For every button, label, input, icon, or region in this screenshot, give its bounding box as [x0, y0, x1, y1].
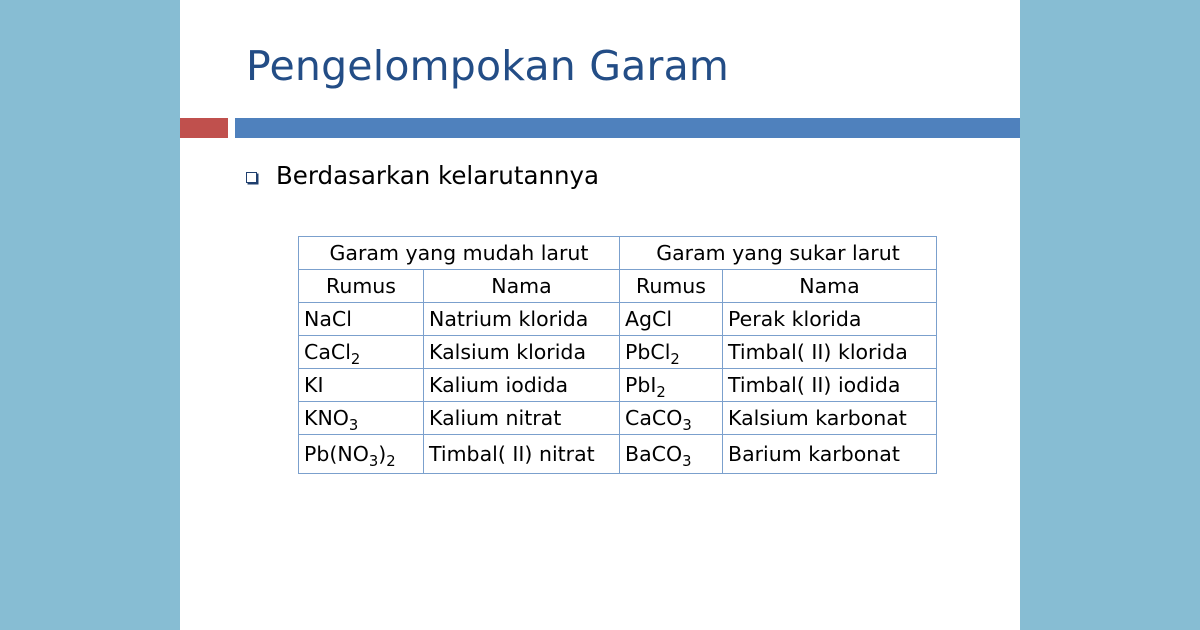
- header-insoluble-salts: Garam yang sukar larut: [620, 237, 937, 270]
- header-formula-soluble: Rumus: [299, 270, 424, 303]
- bullet-text: Berdasarkan kelarutannya: [276, 160, 600, 190]
- formula-text: KNO: [304, 406, 349, 430]
- insoluble-formula-cell: [620, 402, 723, 435]
- soluble-name-cell: Kalsium klorida: [424, 336, 620, 369]
- insoluble-formula-cell: [620, 303, 723, 336]
- insoluble-name-cell: Timbal( II) klorida: [723, 336, 937, 369]
- formula-subscript: 3: [368, 453, 379, 471]
- table-row: [299, 435, 937, 474]
- formula-subscript: 2: [386, 453, 396, 471]
- header-formula-insoluble: Rumus: [620, 270, 723, 303]
- bullet-item: [246, 155, 599, 195]
- formula-subscript: 2: [656, 384, 666, 402]
- soluble-formula-cell: [299, 336, 424, 369]
- table-row: [299, 402, 937, 435]
- insoluble-name-cell: Barium karbonat: [723, 435, 937, 474]
- formula-text: BaCO: [625, 442, 683, 466]
- soluble-formula-cell: [299, 402, 424, 435]
- insoluble-formula-cell: [620, 336, 723, 369]
- formula-subscript: 3: [348, 417, 359, 435]
- soluble-formula-cell: [299, 435, 424, 474]
- formula-text: NaCl: [304, 307, 352, 331]
- soluble-name-cell: Kalium iodida: [424, 369, 620, 402]
- slide-title: Pengelompokan Garam: [246, 42, 730, 90]
- formula-text: PbCl: [625, 340, 671, 364]
- formula-text: Pb(NO: [304, 442, 369, 466]
- table-row: [299, 336, 937, 369]
- square-bullet-icon: [246, 172, 257, 183]
- formula-text: CaCl: [304, 340, 351, 364]
- header-name-insoluble: Nama: [723, 270, 937, 303]
- accent-bar-red: [180, 118, 228, 138]
- formula-text: ): [378, 442, 387, 466]
- formula-subscript: 3: [682, 417, 692, 435]
- soluble-name-cell: Natrium klorida: [424, 303, 620, 336]
- table-row: [299, 303, 937, 336]
- insoluble-name-cell: Kalsium karbonat: [723, 402, 937, 435]
- header-soluble-salts: Garam yang mudah larut: [299, 237, 620, 270]
- formula-text: CaCO: [625, 406, 683, 430]
- accent-bar-blue: [235, 118, 1020, 138]
- soluble-formula-cell: [299, 369, 424, 402]
- insoluble-formula-cell: [620, 435, 723, 474]
- slide: [180, 0, 1020, 630]
- table-row: [299, 369, 937, 402]
- salt-solubility-table: [298, 236, 937, 474]
- formula-text: KI: [304, 373, 324, 397]
- formula-text: PbI: [625, 373, 657, 397]
- insoluble-name-cell: Timbal( II) iodida: [723, 369, 937, 402]
- soluble-formula-cell: [299, 303, 424, 336]
- formula-text: AgCl: [625, 307, 673, 331]
- formula-subscript: 2: [670, 351, 680, 369]
- insoluble-name-cell: Perak klorida: [723, 303, 937, 336]
- table-sub-header-row: [299, 270, 937, 303]
- soluble-name-cell: Timbal( II) nitrat: [424, 435, 620, 474]
- formula-subscript: 3: [682, 453, 692, 471]
- formula-subscript: 2: [350, 351, 361, 369]
- soluble-name-cell: Kalium nitrat: [424, 402, 620, 435]
- table-group-header-row: [299, 237, 937, 270]
- insoluble-formula-cell: [620, 369, 723, 402]
- header-name-soluble: Nama: [424, 270, 620, 303]
